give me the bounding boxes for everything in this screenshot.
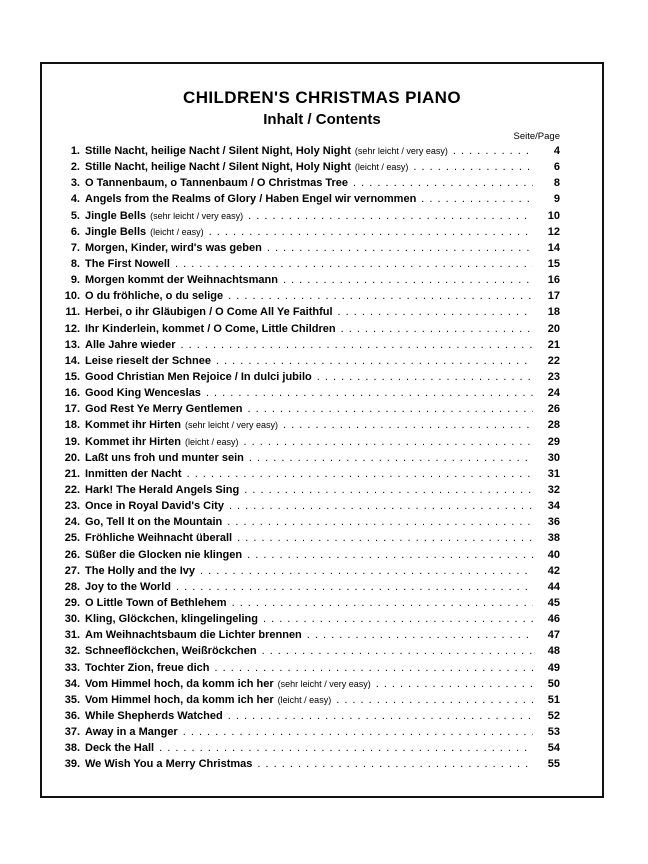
entry-title: O Tannenbaum, o Tannenbaum / O Christmas Tree	[85, 177, 349, 190]
entry-title: Morgen, Kinder, wird's was geben	[85, 241, 262, 254]
dot-leaders	[248, 208, 533, 224]
entry-page: 46	[547, 613, 560, 626]
toc-entry	[54, 417, 560, 433]
dot-leaders	[283, 272, 533, 288]
entry-number: 24.	[64, 516, 80, 529]
dot-leaders	[209, 224, 533, 240]
toc-entry	[54, 208, 560, 224]
entry-title: Good Christian Men Rejoice / In dulci jubilo	[85, 370, 312, 383]
entry-qualifier: (sehr leicht / very easy)	[277, 678, 371, 689]
entry-page: 42	[547, 564, 560, 577]
dot-leaders	[421, 191, 533, 207]
toc-entry	[54, 579, 560, 595]
entry-number: 17.	[64, 403, 80, 416]
dot-leaders	[176, 579, 533, 595]
entry-page: 26	[547, 403, 560, 416]
entry-number: 22.	[64, 483, 80, 496]
content-frame	[40, 62, 604, 798]
entry-number: 21.	[64, 467, 80, 480]
dot-leaders	[257, 756, 533, 772]
entry-page: 9	[553, 193, 560, 206]
contents-heading: Inhalt / Contents	[263, 111, 381, 128]
toc-entry	[54, 530, 560, 546]
entry-number: 27.	[64, 564, 80, 577]
entry-qualifier: (leicht / easy)	[277, 694, 332, 705]
entry-title: Ihr Kinderlein, kommet / O Come, Little Children	[85, 322, 336, 335]
dot-leaders	[214, 660, 533, 676]
entry-number: 12.	[64, 322, 80, 335]
entry-title: Go, Tell It on the Mountain	[85, 516, 223, 529]
dot-leaders	[181, 337, 534, 353]
entry-page: 52	[547, 709, 560, 722]
entry-number: 35.	[64, 693, 80, 706]
entry-number: 34.	[64, 677, 80, 690]
toc-entry	[54, 272, 560, 288]
toc-entry	[54, 676, 560, 692]
entry-page: 28	[547, 419, 560, 432]
entry-number: 26.	[64, 548, 80, 561]
dot-leaders	[317, 369, 533, 385]
toc-entry	[54, 482, 560, 498]
dot-leaders	[336, 692, 533, 708]
entry-number: 7.	[70, 241, 80, 254]
entry-title: O du fröhliche, o du selige	[85, 290, 224, 303]
dot-leaders	[228, 288, 533, 304]
entry-qualifier: (leicht / easy)	[150, 226, 204, 237]
entry-number: 38.	[64, 742, 80, 755]
toc-entry	[54, 708, 560, 724]
entry-number: 20.	[64, 451, 80, 464]
entry-number: 8.	[70, 257, 80, 270]
entry-page: 23	[547, 370, 560, 383]
entry-title: Stille Nacht, heilige Nacht / Silent Night, Holy Night	[85, 145, 351, 157]
entry-page: 49	[547, 661, 560, 674]
toc-entry	[54, 159, 560, 175]
entry-page: 29	[547, 435, 560, 448]
entry-number: 1.	[70, 145, 80, 157]
toc-entry	[54, 498, 560, 514]
toc-entry	[54, 756, 560, 772]
entry-number: 23.	[64, 500, 80, 513]
dot-leaders	[376, 676, 533, 692]
dot-leaders	[413, 159, 533, 175]
entry-title: Tochter Zion, freue dich	[85, 661, 210, 674]
entry-number: 18.	[64, 419, 80, 432]
toc-entry	[54, 143, 560, 159]
entry-number: 30.	[64, 613, 80, 626]
entry-page: 44	[547, 580, 560, 593]
entry-number: 16.	[64, 387, 80, 400]
entry-page: 48	[547, 645, 560, 658]
toc-entry	[54, 224, 560, 240]
toc-entry	[54, 611, 560, 627]
entry-page: 54	[547, 742, 560, 755]
dot-leaders	[262, 643, 533, 659]
entry-page: 50	[547, 677, 560, 690]
entry-title: Leise rieselt der Schnee	[85, 354, 211, 367]
entry-page: 10	[547, 209, 560, 222]
dot-leaders	[244, 434, 534, 450]
entry-title: Joy to the World	[85, 580, 171, 593]
entry-title: Away in a Manger	[85, 726, 178, 739]
toc-entry	[54, 175, 560, 191]
dot-leaders	[283, 417, 533, 433]
toc-entry	[54, 321, 560, 337]
dot-leaders	[263, 611, 533, 627]
entry-title: Jingle Bells	[85, 225, 147, 238]
entry-title: While Shepherds Watched	[85, 709, 223, 722]
entry-number: 15.	[64, 370, 80, 383]
entry-page: 32	[547, 483, 560, 496]
book-title: CHILDREN'S CHRISTMAS PIANO	[183, 88, 461, 107]
entry-number: 33.	[64, 661, 80, 674]
entry-page: 21	[547, 338, 560, 351]
entry-page: 47	[547, 629, 560, 642]
dot-leaders	[229, 498, 533, 514]
dot-leaders	[249, 450, 533, 466]
entry-title: Jingle Bells	[85, 209, 147, 222]
dot-leaders	[159, 740, 533, 756]
dot-leaders	[232, 595, 533, 611]
entry-page: 8	[553, 177, 560, 190]
entry-page: 6	[553, 161, 560, 174]
dot-leaders	[247, 547, 533, 563]
page-column-header: Seite/Page	[513, 131, 560, 142]
entry-page: 22	[547, 354, 560, 367]
dot-leaders	[267, 240, 533, 256]
entry-title: Good King Wenceslas	[85, 387, 201, 400]
entry-title: Süßer die Glocken nie klingen	[85, 548, 243, 561]
entry-title: The First Nowell	[85, 257, 170, 270]
entry-page: 51	[547, 693, 560, 706]
entry-page: 38	[547, 532, 560, 545]
entry-page: 17	[547, 290, 560, 303]
dot-leaders	[244, 482, 533, 498]
dot-leaders	[206, 385, 533, 401]
entry-number: 31.	[64, 629, 80, 642]
entry-number: 10.	[64, 290, 80, 303]
entry-page: 36	[547, 516, 560, 529]
dot-leaders	[175, 256, 533, 272]
entry-title: Vom Himmel hoch, da komm ich her	[85, 693, 274, 706]
entry-title: Laßt uns froh und munter sein	[85, 451, 244, 464]
toc-entry	[54, 401, 560, 417]
entry-title: Inmitten der Nacht	[85, 467, 182, 480]
entry-qualifier: (sehr leicht / very easy)	[184, 420, 278, 431]
toc-entry	[54, 369, 560, 385]
entry-qualifier: (sehr leicht / very easy)	[354, 146, 448, 156]
entry-page: 20	[547, 322, 560, 335]
entry-title: Once in Royal David's City	[85, 500, 224, 513]
toc-entry	[54, 256, 560, 272]
toc-entry	[54, 692, 560, 708]
dot-leaders	[200, 563, 533, 579]
toc-entry	[54, 385, 560, 401]
toc-entry	[54, 660, 560, 676]
entry-number: 29.	[64, 596, 80, 609]
entry-qualifier: (leicht / easy)	[184, 436, 239, 447]
entry-page: 45	[547, 596, 560, 609]
entry-qualifier: (sehr leicht / very easy)	[150, 210, 244, 221]
toc-entry	[54, 514, 560, 530]
entry-number: 39.	[64, 758, 80, 771]
dot-leaders	[228, 708, 533, 724]
entry-title: Kommet ihr Hirten	[85, 419, 181, 432]
dot-leaders	[307, 627, 533, 643]
entry-title: Kling, Glöckchen, klingelingeling	[85, 613, 258, 626]
entry-title: God Rest Ye Merry Gentlemen	[85, 403, 243, 416]
dot-leaders	[338, 304, 533, 320]
entry-title: Vom Himmel hoch, da komm ich her	[85, 677, 274, 690]
dot-leaders	[237, 530, 533, 546]
dot-leaders	[187, 466, 533, 482]
toc-entry	[54, 563, 560, 579]
entry-number: 2.	[70, 161, 80, 174]
entry-page: 12	[547, 225, 560, 238]
entry-page: 18	[547, 306, 560, 319]
toc-container	[42, 131, 602, 772]
entry-number: 6.	[70, 225, 80, 238]
entry-title: The Holly and the Ivy	[85, 564, 196, 577]
toc-entry	[54, 547, 560, 563]
entry-title: Stille Nacht, heilige Nacht / Silent Night, Holy Night	[85, 161, 351, 174]
entry-title: Schneeflöckchen, Weißröckchen	[85, 645, 257, 658]
entry-title: Hark! The Herald Angels Sing	[85, 483, 240, 496]
entry-page: 4	[553, 145, 560, 157]
dot-leaders	[216, 353, 533, 369]
toc-entry	[54, 337, 560, 353]
toc-entry	[54, 191, 560, 207]
dot-leaders	[341, 321, 533, 337]
entry-title: Fröhliche Weihnacht überall	[85, 532, 233, 545]
entry-title: Alle Jahre wieder	[85, 338, 176, 351]
entry-page: 16	[547, 274, 560, 287]
toc-entry	[54, 740, 560, 756]
entry-title: We Wish You a Merry Christmas	[85, 758, 253, 771]
toc-entry	[54, 466, 560, 482]
toc-entry	[54, 353, 560, 369]
toc-entry	[54, 595, 560, 611]
toc-entry	[54, 434, 560, 450]
entry-number: 11.	[65, 306, 80, 319]
entry-qualifier: (leicht / easy)	[354, 162, 409, 173]
entry-title: Angels from the Realms of Glory / Haben Engel wir vernommen	[85, 193, 417, 206]
entry-number: 32.	[64, 645, 80, 658]
dot-leaders	[453, 143, 533, 159]
toc-entry	[54, 643, 560, 659]
toc-entry	[54, 627, 560, 643]
entry-number: 9.	[70, 274, 80, 287]
entry-number: 25.	[64, 532, 80, 545]
entry-number: 37.	[64, 726, 80, 739]
entry-page: 31	[547, 467, 560, 480]
entry-page: 15	[547, 257, 560, 270]
toc-entry	[54, 724, 560, 740]
dot-leaders	[248, 401, 533, 417]
entry-page: 14	[547, 241, 560, 254]
dot-leaders	[227, 514, 533, 530]
entry-number: 5.	[70, 209, 80, 222]
entry-title: Herbei, o ihr Gläubigen / O Come All Ye Faithful	[85, 306, 333, 319]
entry-number: 36.	[64, 709, 80, 722]
entry-title: Kommet ihr Hirten	[85, 435, 181, 448]
entry-title: Am Weihnachtsbaum die Lichter brennen	[85, 629, 302, 642]
dot-leaders	[183, 724, 533, 740]
entry-page: 24	[547, 387, 560, 400]
toc-entry	[54, 450, 560, 466]
toc-entry	[54, 304, 560, 320]
entry-number: 14.	[64, 354, 80, 367]
entry-number: 28.	[64, 580, 80, 593]
toc-entry	[54, 288, 560, 304]
entry-page: 34	[547, 500, 560, 513]
entry-title: Morgen kommt der Weihnachtsmann	[85, 274, 278, 287]
dot-leaders	[353, 175, 533, 191]
entry-number: 4.	[70, 193, 80, 206]
entry-number: 13.	[64, 338, 80, 351]
toc-list	[54, 143, 560, 772]
toc-entry	[54, 240, 560, 256]
entry-title: Deck the Hall	[85, 742, 155, 755]
entry-page: 53	[547, 726, 560, 739]
entry-number: 3.	[70, 177, 80, 190]
entry-number: 19.	[64, 435, 80, 448]
entry-page: 30	[547, 451, 560, 464]
entry-title: O Little Town of Bethlehem	[85, 596, 227, 609]
entry-page: 55	[547, 758, 560, 771]
entry-page: 40	[547, 548, 560, 561]
